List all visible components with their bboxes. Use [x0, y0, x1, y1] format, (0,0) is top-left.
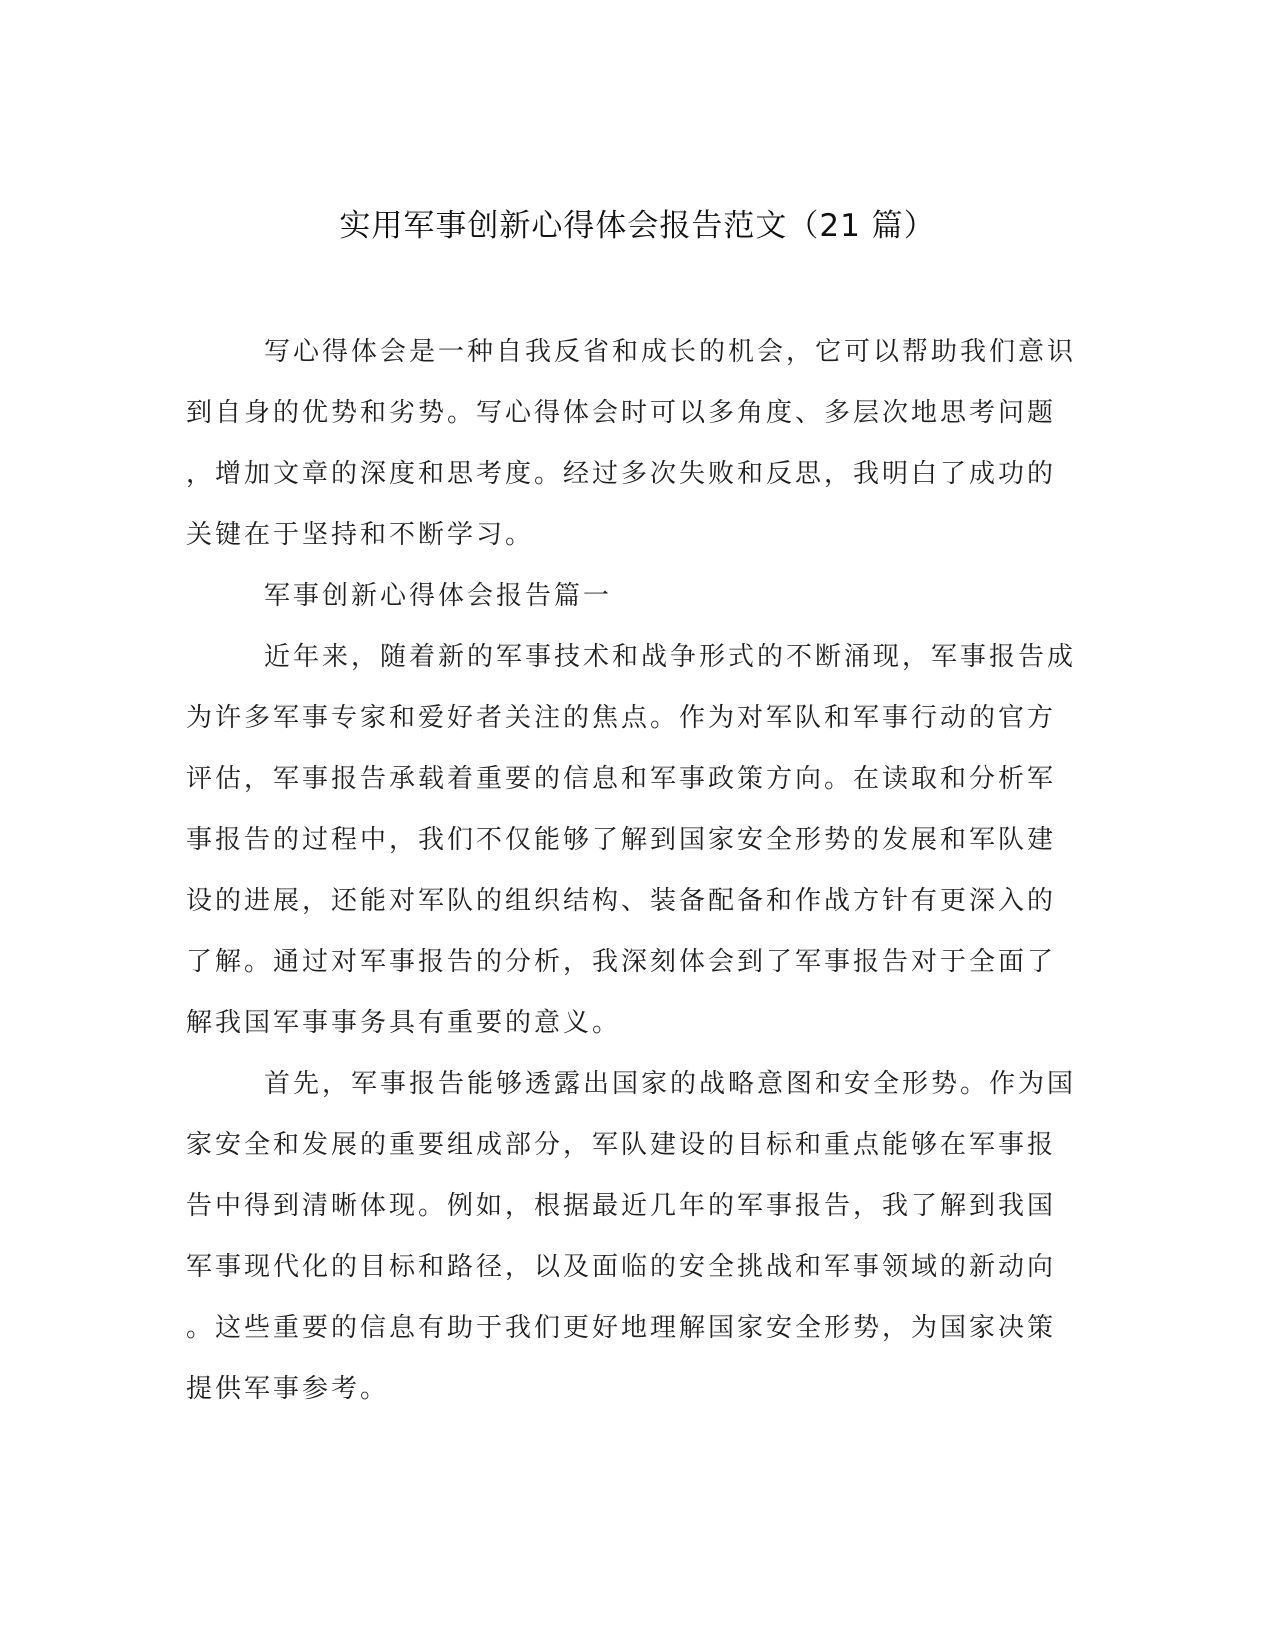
- paragraph-line: ，增加文章的深度和思考度。经过多次失败和反思，我明白了成功的: [186, 459, 1057, 489]
- paragraph-line: 告中得到清晰体现。例如，根据最近几年的军事报告，我了解到我国: [186, 1191, 1057, 1221]
- paragraph-line: 家安全和发展的重要组成部分，军队建设的目标和重点能够在军事报: [186, 1130, 1057, 1160]
- paragraph-line: 到自身的优势和劣势。写心得体会时可以多角度、多层次地思考问题: [186, 398, 1057, 428]
- section-heading: 军事创新心得体会报告篇一: [264, 581, 613, 611]
- document-title: 实用军事创新心得体会报告范文（21 篇）: [339, 208, 936, 244]
- paragraph-line: 。这些重要的信息有助于我们更好地理解国家安全形势，为国家决策: [186, 1313, 1057, 1343]
- paragraph-line: 设的进展，还能对军队的组织结构、装备配备和作战方针有更深入的: [186, 886, 1057, 916]
- paragraph-line: 写心得体会是一种自我反省和成长的机会，它可以帮助我们意识: [264, 337, 1077, 367]
- paragraph-line: 关键在于坚持和不断学习。: [186, 520, 535, 550]
- paragraph-line: 解我国军事事务具有重要的意义。: [186, 1008, 622, 1038]
- paragraph-line: 首先，军事报告能够透露出国家的战略意图和安全形势。作为国: [264, 1069, 1077, 1099]
- document-body: [186, 322, 1077, 1420]
- paragraph-line: 近年来，随着新的军事技术和战争形式的不断涌现，军事报告成: [264, 642, 1077, 672]
- paragraph-line: 了解。通过对军事报告的分析，我深刻体会到了军事报告对于全面了: [186, 947, 1057, 977]
- paragraph-line: 为许多军事专家和爱好者关注的焦点。作为对军队和军事行动的官方: [186, 703, 1057, 733]
- paragraph-line: 事报告的过程中，我们不仅能够了解到国家安全形势的发展和军队建: [186, 825, 1057, 855]
- paragraph-line: 提供军事参考。: [186, 1374, 390, 1404]
- paragraph-line: 评估，军事报告承载着重要的信息和军事政策方向。在读取和分析军: [186, 764, 1057, 794]
- paragraph-line: 军事现代化的目标和路径，以及面临的安全挑战和军事领域的新动向: [186, 1252, 1057, 1282]
